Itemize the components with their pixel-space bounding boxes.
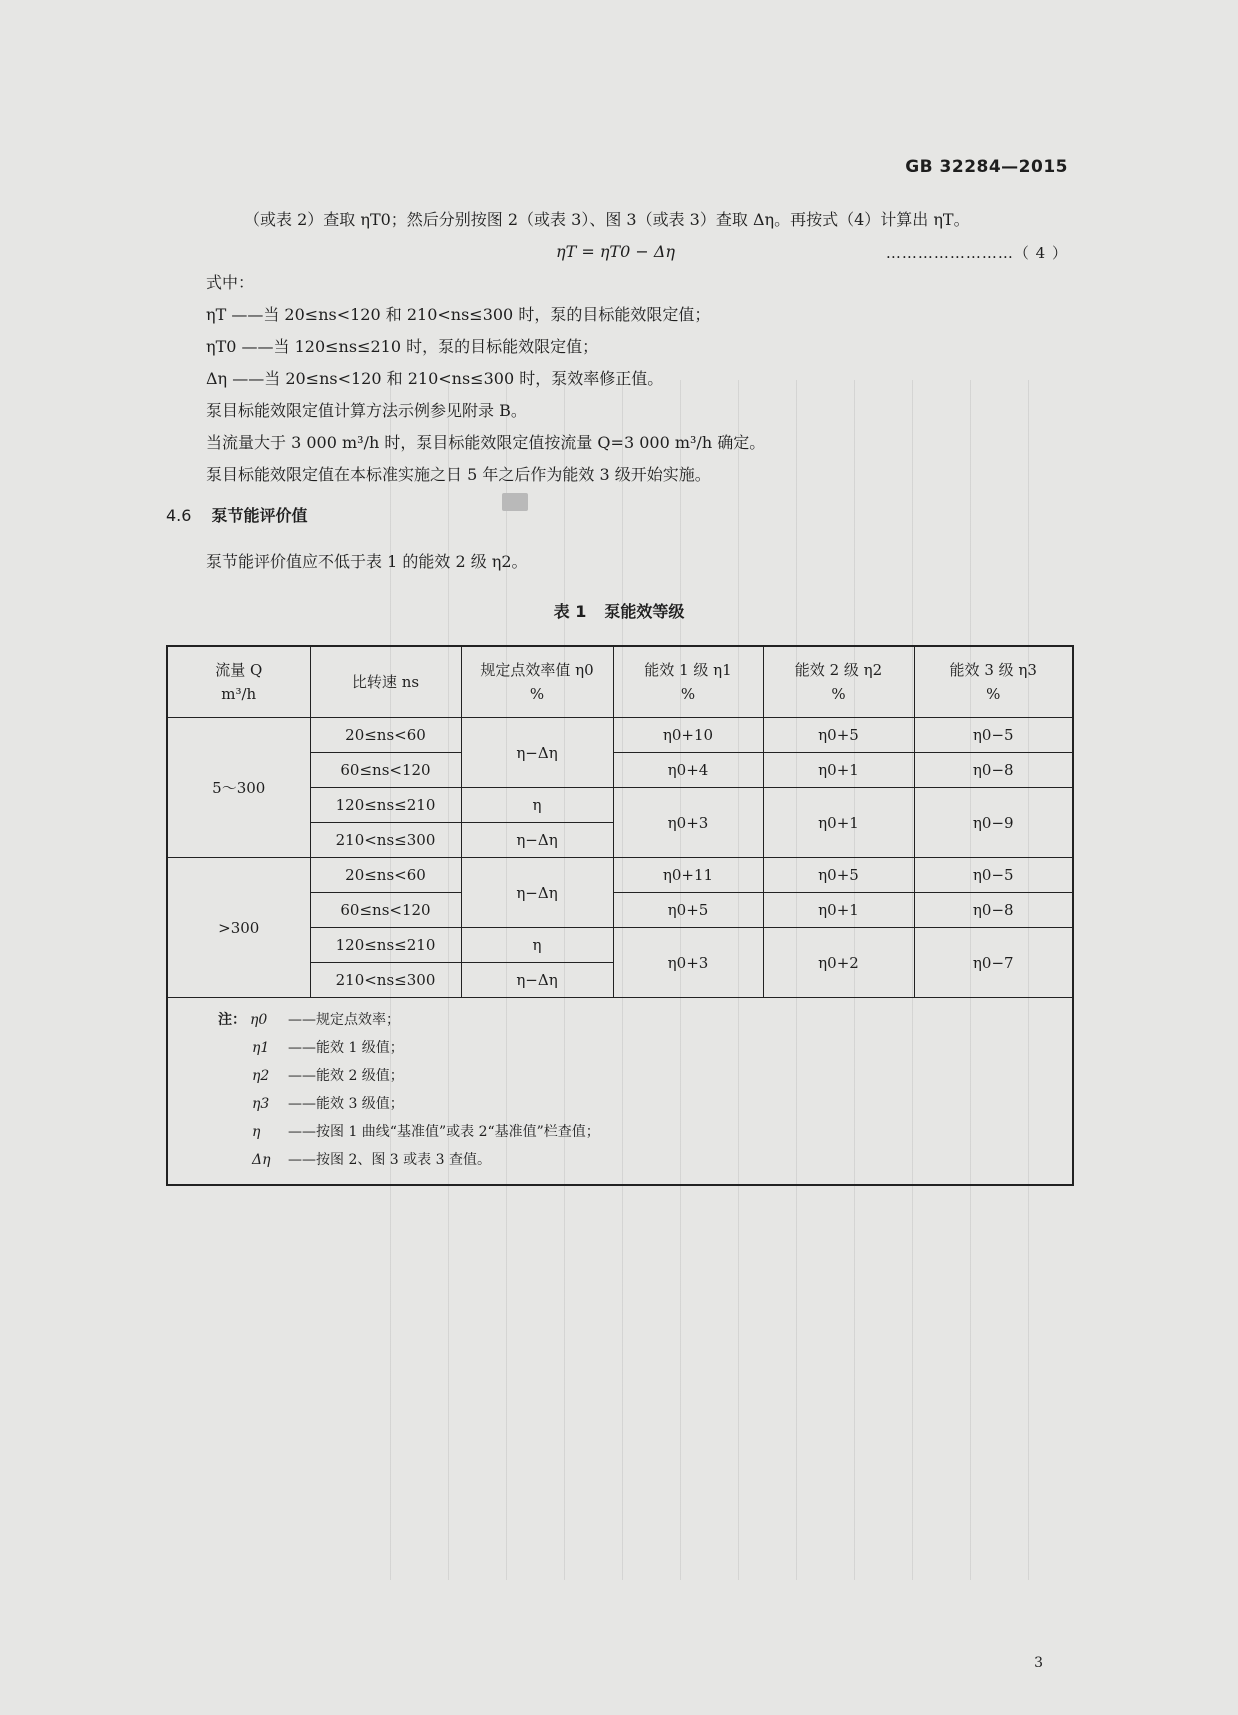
formula-number: ……………………（ 4 ） <box>885 244 1068 262</box>
rated-eff-cell: η <box>461 928 613 963</box>
speed-cell: 210<ns≤300 <box>310 963 461 998</box>
table-row <box>167 718 1073 753</box>
speed-cell: 20≤ns<60 <box>310 718 461 753</box>
speed-cell: 20≤ns<60 <box>310 858 461 893</box>
grade1-cell: η0+10 <box>613 718 763 753</box>
section-text: 泵节能评价值应不低于表 1 的能效 2 级 η2。 <box>206 552 528 571</box>
scan-mark <box>502 493 528 511</box>
speed-cell: 60≤ns<120 <box>310 753 461 788</box>
rated-eff-cell: η−Δη <box>461 858 613 928</box>
speed-cell: 210<ns≤300 <box>310 823 461 858</box>
header-grade-1: 能效 1 级 η1 % <box>613 646 763 718</box>
grade3-cell: η0−8 <box>914 893 1073 928</box>
grade1-cell: η0+4 <box>613 753 763 788</box>
grade3-cell: η0−5 <box>914 858 1073 893</box>
header-rated-efficiency: 规定点效率值 η0 % <box>461 646 613 718</box>
grade3-cell: η0−5 <box>914 718 1073 753</box>
paragraph-flow-limit: 当流量大于 3 000 m³/h 时，泵目标能效限定值按流量 Q=3 000 m³/h 确定。 <box>206 433 766 452</box>
flow-range-cell: >300 <box>167 858 310 998</box>
note-line: η2 ——能效 2 级值； <box>252 1068 404 1084</box>
body-line-1: （或表 2）查取 ηT0；然后分别按图 2（或表 3）、图 3（或表 3）查取 Δη。再按式（4）计算出 ηT。 <box>244 210 970 229</box>
grade3-cell: η0−9 <box>914 788 1073 858</box>
efficiency-grade-table <box>166 645 1074 1186</box>
definition-eta-t: ηT ——当 20≤ns<120 和 210<ns≤300 时，泵的目标能效限定值； <box>206 305 711 324</box>
rated-eff-cell: η <box>461 788 613 823</box>
rated-eff-cell: η−Δη <box>461 718 613 788</box>
note-line: η ——按图 1 曲线“基准值”或表 2“基准值”栏查值； <box>252 1124 600 1140</box>
definition-delta-eta: Δη ——当 20≤ns<120 和 210<ns≤300 时，泵效率修正值。 <box>206 369 664 388</box>
grade2-cell: η0+5 <box>763 858 914 893</box>
speed-cell: 60≤ns<120 <box>310 893 461 928</box>
grade1-cell: η0+11 <box>613 858 763 893</box>
header-grade-2: 能效 2 级 η2 % <box>763 646 914 718</box>
table-caption-title: 泵能效等级 <box>604 602 685 621</box>
where-label: 式中： <box>206 273 255 292</box>
header-grade-3: 能效 3 级 η3 % <box>914 646 1073 718</box>
grade2-cell: η0+1 <box>763 788 914 858</box>
grade1-cell: η0+3 <box>613 788 763 858</box>
table-header-row <box>167 646 1073 718</box>
rated-eff-cell: η−Δη <box>461 823 613 858</box>
speed-cell: 120≤ns≤210 <box>310 788 461 823</box>
standard-number: GB 32284—2015 <box>905 157 1068 177</box>
header-specific-speed: 比转速 ns <box>310 646 461 718</box>
rated-eff-cell: η−Δη <box>461 963 613 998</box>
header-flow: 流量 Q m³/h <box>167 646 310 718</box>
note-line: 注： η0 ——规定点效率； <box>218 1012 400 1028</box>
note-line: η3 ——能效 3 级值； <box>252 1096 404 1112</box>
paragraph-implementation: 泵目标能效限定值在本标准实施之日 5 年之后作为能效 3 级开始实施。 <box>206 465 711 484</box>
section-title: 泵节能评价值 <box>211 506 308 525</box>
grade3-cell: η0−7 <box>914 928 1073 998</box>
grade2-cell: η0+5 <box>763 718 914 753</box>
definition-eta-t0: ηT0 ——当 120≤ns≤210 时，泵的目标能效限定值； <box>206 337 599 356</box>
formula-4: ηT = ηT0 − Δη <box>556 242 675 261</box>
grade1-cell: η0+5 <box>613 893 763 928</box>
grade2-cell: η0+2 <box>763 928 914 998</box>
section-number: 4.6 <box>166 506 192 525</box>
paragraph-appendix: 泵目标能效限定值计算方法示例参见附录 B。 <box>206 401 527 420</box>
section-heading <box>166 503 307 526</box>
flow-range-cell: 5～300 <box>167 718 310 858</box>
table-notes-row <box>167 998 1073 1186</box>
note-line: Δη ——按图 2、图 3 或表 3 查值。 <box>252 1152 491 1168</box>
table-caption <box>0 599 1238 622</box>
table-caption-number: 表 1 <box>553 602 587 621</box>
grade2-cell: η0+1 <box>763 893 914 928</box>
table-row <box>167 858 1073 893</box>
grade1-cell: η0+3 <box>613 928 763 998</box>
note-line: η1 ——能效 1 级值； <box>252 1040 404 1056</box>
table-notes <box>167 998 1073 1186</box>
grade3-cell: η0−8 <box>914 753 1073 788</box>
grade2-cell: η0+1 <box>763 753 914 788</box>
page-number: 3 <box>1034 1655 1043 1671</box>
speed-cell: 120≤ns≤210 <box>310 928 461 963</box>
